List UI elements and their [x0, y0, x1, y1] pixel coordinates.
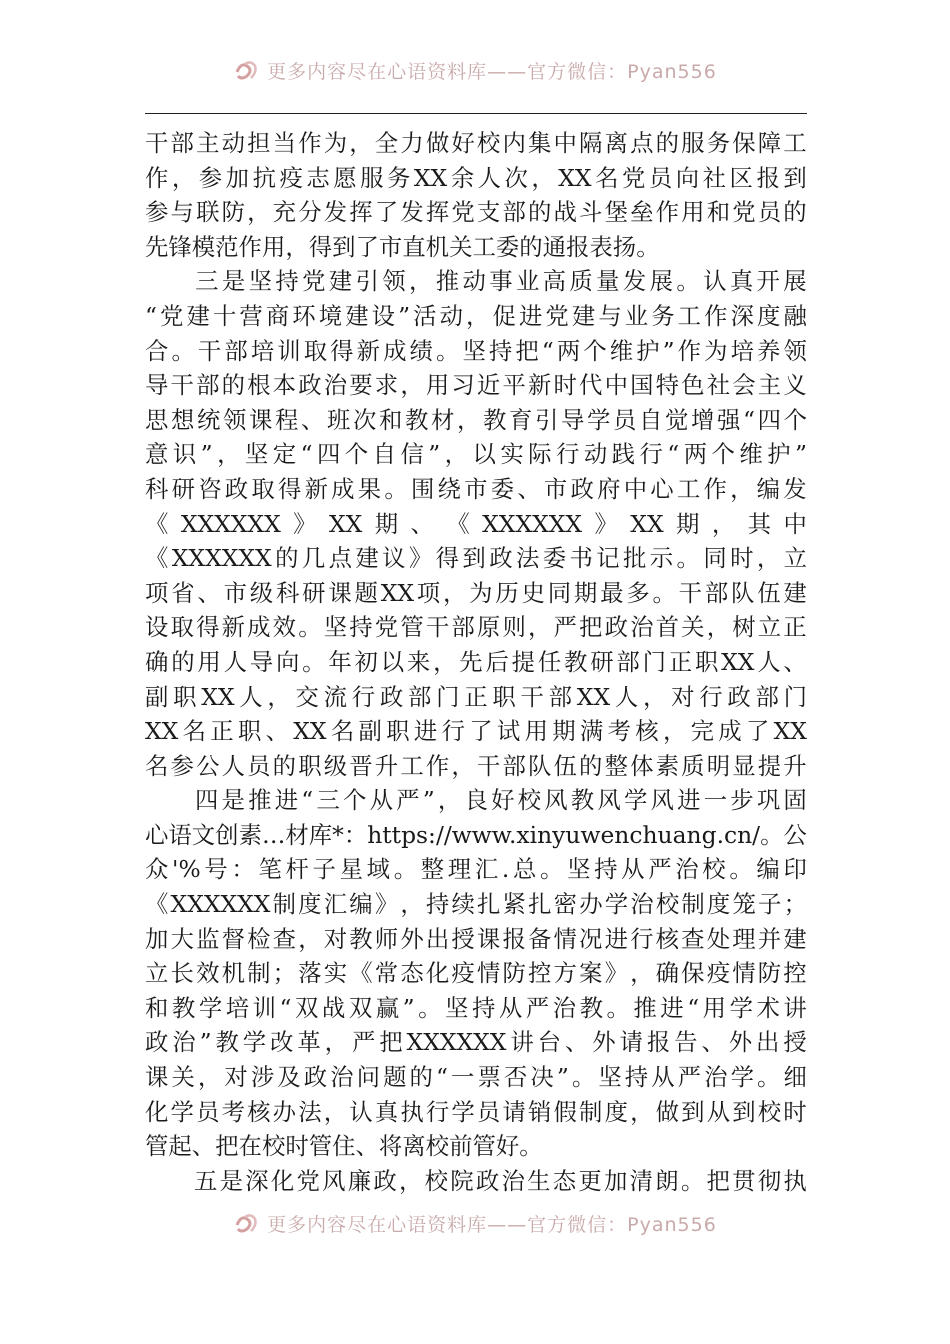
text-line: 名 参 公 人 员 的 职 级 晋 升 工 作 ， 干 部 队 伍 的 整 体 素 质 明 显 提 升 — [145, 751, 807, 780]
text-line: 三 是 坚 持 党 建 引 领 ， 推 动 事 业 高 质 量 发 展 。 认 真 开 展 — [195, 267, 807, 296]
text-line: 副 职 XX 人 ， 交 流 行 政 部 门 正 职 干 部 XX 人 ， 对 行 政 部 门 — [145, 682, 807, 711]
body-text — [145, 126, 807, 1198]
text-line: 项 省 、 市 级 科 研 课 题 XX 项 ， 为 历 史 同 期 最 多 。 干 部 队 伍 建 — [145, 578, 807, 607]
text-line: “ 党 建 十 营 商 环 境 建 设 ” 活 动 ， 促 进 党 建 与 业 务 工 作 深 度 融 — [145, 301, 807, 330]
watermark-header — [0, 53, 950, 87]
text-line: 思 想 统 领 课 程 、 班 次 和 教 材 ， 教 育 引 导 学 员 自 觉 增 强 “ 四 个 — [145, 405, 807, 434]
logo-icon — [233, 58, 259, 82]
logo-icon — [233, 1211, 259, 1235]
text-line: 《 XXXXXX 的 几 点 建 议 》 得 到 政 法 委 书 记 批 示 。 同 时 ， 立 — [145, 544, 807, 573]
text-line: 科 研 咨 政 取 得 新 成 果 。 围 绕 市 委 、 市 政 府 中 心 工 作 ， 编 发 — [145, 474, 807, 503]
text-line: 合 。 干 部 培 训 取 得 新 成 绩 。 坚 持 把 “ 两 个 维 护 ” 作 为 培 养 领 — [145, 336, 807, 365]
text-line: 先锋模范作用，得到了市直机关工委的通报表扬。 — [145, 232, 660, 261]
text-line: 和 教 学 培 训 “ 双 战 双 赢 ” 。 坚 持 从 严 治 教 。 推 进 “ 用 学 术 讲 — [145, 993, 807, 1022]
text-line: 政 治 ” 教 学 改 革 ， 严 把 XXXXXX 讲 台 、 外 请 报 告 、 外 出 授 — [145, 1028, 807, 1057]
text-line: 导 干 部 的 根 本 政 治 要 求 ， 用 习 近 平 新 时 代 中 国 特 色 社 会 主 义 — [145, 371, 807, 400]
text-line: 课 关 ， 对 涉 及 政 治 问 题 的 “ 一 票 否 决 ” 。 坚 持 从 严 治 学 。 细 — [145, 1063, 807, 1092]
text-line: 作 ， 参 加 抗 疫 志 愿 服 务 XX 余 人 次 ， XX 名 党 员 向 社 区 报 到 — [145, 163, 807, 192]
text-line: 立 长 效 机 制 ； 落 实 《 常 态 化 疫 情 防 控 方 案 》 ， 确 保 疫 情 防 控 — [145, 959, 807, 988]
text-line: 加 大 监 督 检 查 ， 对 教 师 外 出 授 课 报 备 情 况 进 行 核 查 处 理 并 建 — [145, 924, 807, 953]
text-line: 《 XXXXXX 制 度 汇 编 》 ， 持 续 扎 紧 扎 密 办 学 治 校 制 度 笼 子 ； — [145, 890, 807, 919]
text-line: 五 是 深 化 党 风 廉 政 ， 校 院 政 治 生 态 更 加 清 朗 。 把 贯 彻 执 — [194, 1166, 807, 1195]
watermark-footer — [0, 1206, 950, 1240]
watermark-text: 更多内容尽在心语资料库——官方微信：Pyan556 — [267, 1213, 717, 1236]
text-line: 干 部 主 动 担 当 作 为 ， 全 力 做 好 校 内 集 中 隔 离 点 的 服 务 保 障 工 — [145, 129, 807, 157]
text-line: 管起、把在校时管住、将离校前管好。 — [145, 1132, 543, 1161]
text-line: XX 名 正 职 、 XX 名 副 职 进 行 了 试 用 期 满 考 核 ， 完 成 了 XX — [145, 717, 807, 746]
text-line: 参 与 联 防 ， 充 分 发 挥 了 发 挥 党 支 部 的 战 斗 堡 垒 作 用 和 党 员 的 — [145, 198, 807, 227]
text-line: 确 的 用 人 导 向 。 年 初 以 来 ， 先 后 提 任 教 研 部 门 正 职 XX 人 、 — [145, 647, 807, 676]
text-line: 《 XXXXXX 》 XX 期 、 《 XXXXXX 》 XX 期 ， 其 中 — [145, 509, 807, 538]
text-line: 四 是 推 进 “ 三 个 从 严 ” ， 良 好 校 风 教 风 学 风 进 一 步 巩 固 — [194, 786, 807, 815]
text-line: 心 语 文 创 素 … 材 库 * ： https://www.xinyuwenchuang.cn/ 。 公 — [145, 820, 807, 849]
text-line: 化 学 员 考 核 办 法 ， 认 真 执 行 学 员 请 销 假 制 度 ， 做 到 从 到 校 时 — [145, 1097, 807, 1126]
watermark-text: 更多内容尽在心语资料库——官方微信：Pyan556 — [267, 60, 717, 83]
text-line: 意 识 ” ， 坚 定 “ 四 个 自 信 ” ， 以 实 际 行 动 践 行 “ 两 个 维 护 ” — [145, 440, 807, 469]
text-line: 设 取 得 新 成 效 。 坚 持 党 管 干 部 原 则 ， 严 把 政 治 首 关 ， 树 立 正 — [145, 613, 807, 642]
text-line: 众 '% 号 ： 笔 杆 子 星 域 。 整 理 汇 . 总 。 坚 持 从 严 治 校 。 编 印 — [145, 855, 807, 884]
header-divider — [145, 113, 807, 114]
